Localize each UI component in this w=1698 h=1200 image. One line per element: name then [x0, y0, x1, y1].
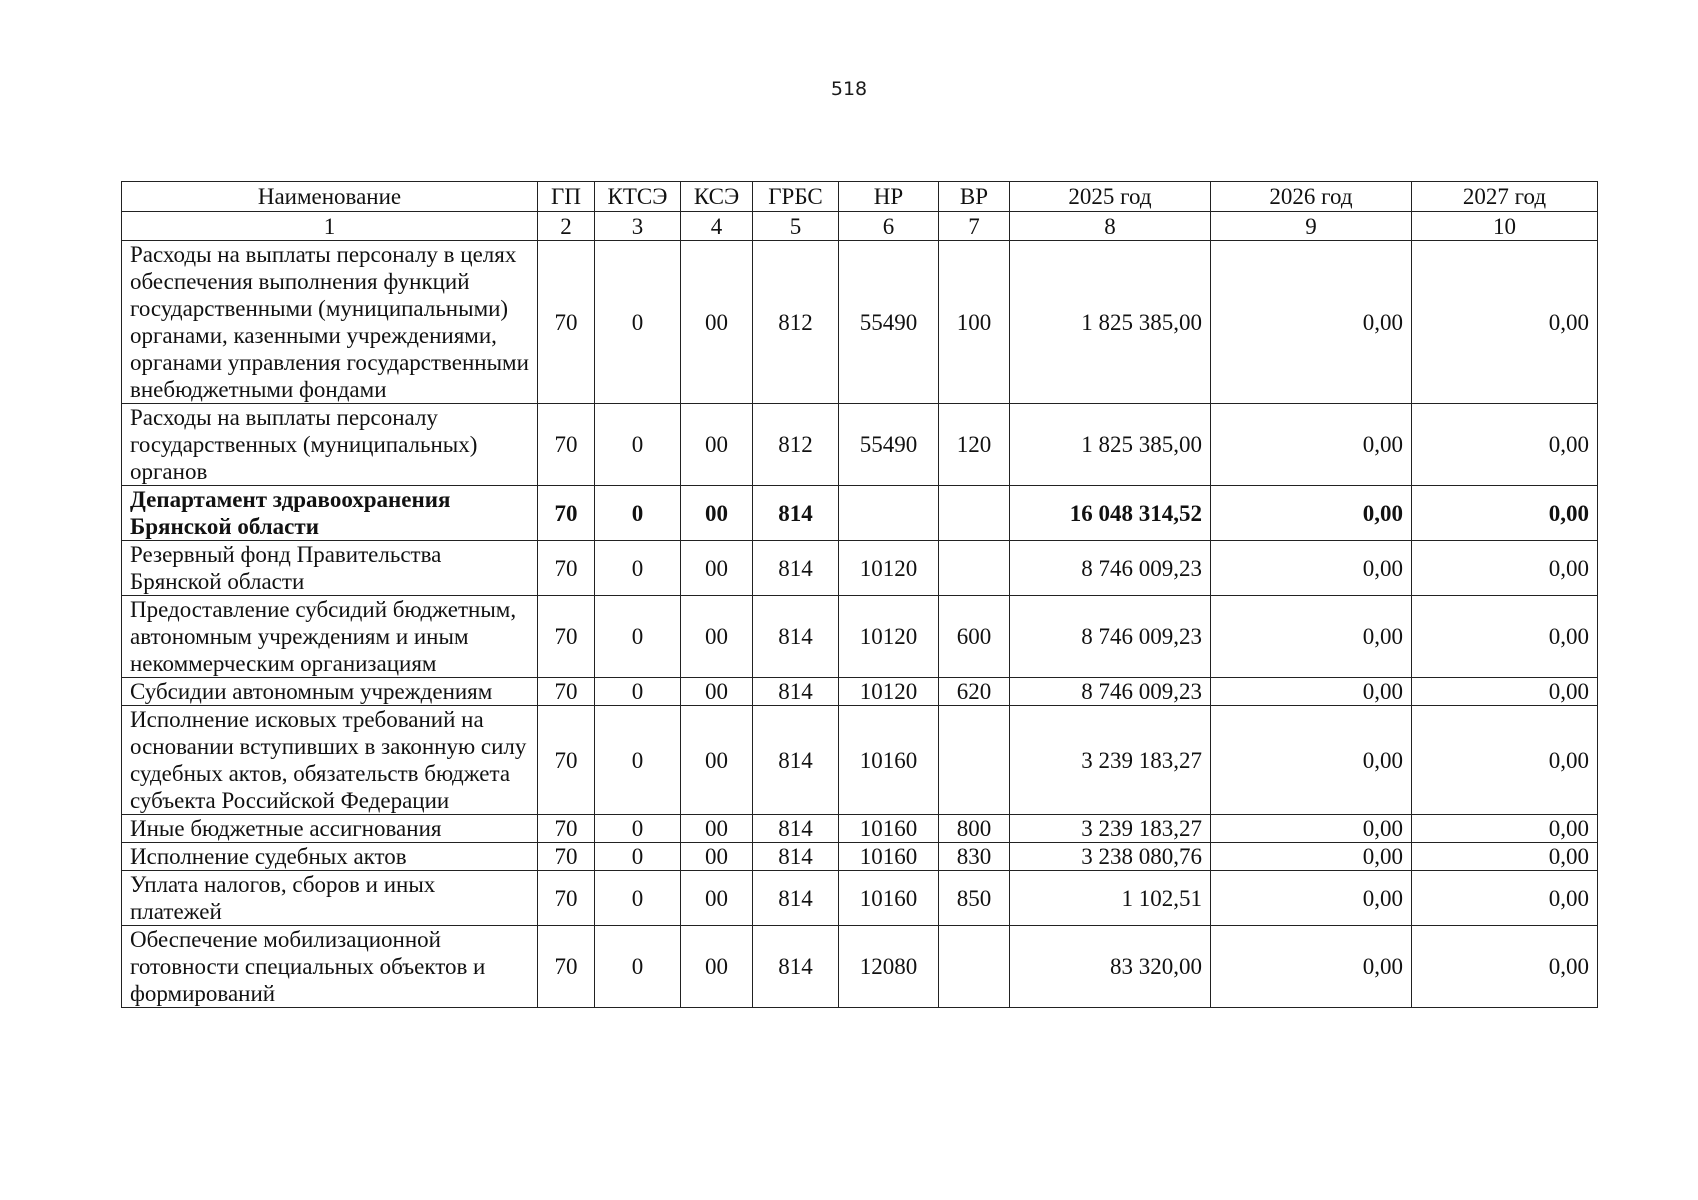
- table-row: [122, 926, 1598, 1008]
- cell-ktse: 0: [595, 678, 681, 706]
- cell-2027: 0,00: [1412, 871, 1598, 926]
- header-vr: ВР: [939, 182, 1010, 212]
- cell-ktse: 0: [595, 241, 681, 404]
- column-number: 3: [595, 212, 681, 241]
- table-row: [122, 596, 1598, 678]
- cell-gp: 70: [538, 486, 595, 541]
- cell-2025: 83 320,00: [1010, 926, 1211, 1008]
- cell-gp: 70: [538, 541, 595, 596]
- cell-gp: 70: [538, 241, 595, 404]
- cell-vr: [939, 926, 1010, 1008]
- cell-2027: 0,00: [1412, 404, 1598, 486]
- cell-2025: 1 102,51: [1010, 871, 1211, 926]
- cell-2026: 0,00: [1211, 843, 1412, 871]
- cell-nr: 10160: [839, 871, 939, 926]
- column-number: 4: [681, 212, 753, 241]
- cell-2026: 0,00: [1211, 241, 1412, 404]
- cell-gp: 70: [538, 926, 595, 1008]
- cell-ktse: 0: [595, 541, 681, 596]
- cell-nr: 10120: [839, 678, 939, 706]
- cell-ktse: 0: [595, 596, 681, 678]
- column-number-row: [122, 212, 1598, 241]
- cell-grbs: 814: [753, 871, 839, 926]
- table-row: [122, 815, 1598, 843]
- header-2027: 2027 год: [1412, 182, 1598, 212]
- header-2026: 2026 год: [1211, 182, 1412, 212]
- table-header-row: [122, 182, 1598, 212]
- cell-nr: 10160: [839, 843, 939, 871]
- cell-2026: 0,00: [1211, 678, 1412, 706]
- cell-2027: 0,00: [1412, 843, 1598, 871]
- cell-2027: 0,00: [1412, 815, 1598, 843]
- cell-name: Резервный фонд Правительства Брянской области: [122, 541, 538, 596]
- cell-vr: 620: [939, 678, 1010, 706]
- column-number: 10: [1412, 212, 1598, 241]
- cell-2027: 0,00: [1412, 706, 1598, 815]
- table-row: [122, 871, 1598, 926]
- cell-grbs: 814: [753, 486, 839, 541]
- cell-kse: 00: [681, 596, 753, 678]
- cell-2025: 16 048 314,52: [1010, 486, 1211, 541]
- cell-2026: 0,00: [1211, 486, 1412, 541]
- cell-vr: [939, 541, 1010, 596]
- cell-2025: 3 238 080,76: [1010, 843, 1211, 871]
- cell-2027: 0,00: [1412, 541, 1598, 596]
- cell-nr: 10160: [839, 706, 939, 815]
- header-kse: КСЭ: [681, 182, 753, 212]
- cell-grbs: 814: [753, 815, 839, 843]
- cell-2025: 3 239 183,27: [1010, 815, 1211, 843]
- cell-2027: 0,00: [1412, 596, 1598, 678]
- cell-nr: 10160: [839, 815, 939, 843]
- table-row: [122, 843, 1598, 871]
- cell-2026: 0,00: [1211, 706, 1412, 815]
- cell-2026: 0,00: [1211, 926, 1412, 1008]
- cell-vr: [939, 486, 1010, 541]
- cell-name: Уплата налогов, сборов и иных платежей: [122, 871, 538, 926]
- cell-kse: 00: [681, 678, 753, 706]
- cell-vr: 120: [939, 404, 1010, 486]
- cell-2027: 0,00: [1412, 486, 1598, 541]
- cell-vr: 100: [939, 241, 1010, 404]
- column-number: 5: [753, 212, 839, 241]
- cell-kse: 00: [681, 815, 753, 843]
- cell-nr: 10120: [839, 541, 939, 596]
- cell-ktse: 0: [595, 404, 681, 486]
- cell-2027: 0,00: [1412, 241, 1598, 404]
- table-row: [122, 404, 1598, 486]
- cell-name: Расходы на выплаты персоналу государственных (муниципальных) органов: [122, 404, 538, 486]
- cell-kse: 00: [681, 871, 753, 926]
- cell-kse: 00: [681, 404, 753, 486]
- cell-ktse: 0: [595, 486, 681, 541]
- header-nr: НР: [839, 182, 939, 212]
- cell-ktse: 0: [595, 871, 681, 926]
- column-number: 6: [839, 212, 939, 241]
- column-number: 7: [939, 212, 1010, 241]
- cell-2027: 0,00: [1412, 678, 1598, 706]
- cell-kse: 00: [681, 241, 753, 404]
- cell-2025: 8 746 009,23: [1010, 541, 1211, 596]
- cell-name: Расходы на выплаты персоналу в целях обеспечения выполнения функций государственными (муниципальными) органами, казенными учреждениями, органами управления государственными внебюджетными фондами: [122, 241, 538, 404]
- cell-grbs: 814: [753, 541, 839, 596]
- cell-gp: 70: [538, 815, 595, 843]
- cell-2026: 0,00: [1211, 871, 1412, 926]
- header-name: Наименование: [122, 182, 538, 212]
- cell-grbs: 812: [753, 404, 839, 486]
- cell-2026: 0,00: [1211, 541, 1412, 596]
- column-number: 9: [1211, 212, 1412, 241]
- cell-vr: 800: [939, 815, 1010, 843]
- cell-name: Иные бюджетные ассигнования: [122, 815, 538, 843]
- cell-kse: 00: [681, 926, 753, 1008]
- cell-gp: 70: [538, 596, 595, 678]
- cell-ktse: 0: [595, 843, 681, 871]
- cell-ktse: 0: [595, 926, 681, 1008]
- cell-grbs: 814: [753, 678, 839, 706]
- table-row: [122, 706, 1598, 815]
- cell-name: Обеспечение мобилизационной готовности специальных объектов и формирований: [122, 926, 538, 1008]
- cell-2025: 8 746 009,23: [1010, 596, 1211, 678]
- table-row: [122, 678, 1598, 706]
- cell-nr: 12080: [839, 926, 939, 1008]
- cell-vr: 830: [939, 843, 1010, 871]
- cell-vr: [939, 706, 1010, 815]
- cell-name: Исполнение судебных актов: [122, 843, 538, 871]
- cell-2025: 1 825 385,00: [1010, 404, 1211, 486]
- column-number: 1: [122, 212, 538, 241]
- header-gp: ГП: [538, 182, 595, 212]
- cell-nr: 10120: [839, 596, 939, 678]
- cell-2025: 3 239 183,27: [1010, 706, 1211, 815]
- cell-ktse: 0: [595, 706, 681, 815]
- table-row: [122, 486, 1598, 541]
- cell-grbs: 814: [753, 926, 839, 1008]
- cell-nr: 55490: [839, 241, 939, 404]
- cell-vr: 600: [939, 596, 1010, 678]
- cell-2027: 0,00: [1412, 926, 1598, 1008]
- cell-2026: 0,00: [1211, 404, 1412, 486]
- cell-nr: 55490: [839, 404, 939, 486]
- header-2025: 2025 год: [1010, 182, 1211, 212]
- table-row: [122, 541, 1598, 596]
- cell-2026: 0,00: [1211, 596, 1412, 678]
- budget-table: [121, 181, 1598, 1008]
- cell-kse: 00: [681, 541, 753, 596]
- cell-grbs: 814: [753, 843, 839, 871]
- header-grbs: ГРБС: [753, 182, 839, 212]
- table-row: [122, 241, 1598, 404]
- cell-grbs: 814: [753, 706, 839, 815]
- column-number: 8: [1010, 212, 1211, 241]
- cell-kse: 00: [681, 486, 753, 541]
- cell-name: Субсидии автономным учреждениям: [122, 678, 538, 706]
- cell-name: Департамент здравоохранения Брянской области: [122, 486, 538, 541]
- cell-nr: [839, 486, 939, 541]
- cell-name: Предоставление субсидий бюджетным, автономным учреждениям и иным некоммерческим организациям: [122, 596, 538, 678]
- cell-ktse: 0: [595, 815, 681, 843]
- cell-name: Исполнение исковых требований на основании вступивших в законную силу судебных актов, обязательств бюджета субъекта Российской Федерации: [122, 706, 538, 815]
- cell-grbs: 814: [753, 596, 839, 678]
- header-ktse: КТСЭ: [595, 182, 681, 212]
- cell-kse: 00: [681, 706, 753, 815]
- cell-vr: 850: [939, 871, 1010, 926]
- cell-grbs: 812: [753, 241, 839, 404]
- page-number: 518: [830, 78, 868, 100]
- table-body: [122, 212, 1598, 1008]
- cell-2025: 8 746 009,23: [1010, 678, 1211, 706]
- cell-gp: 70: [538, 871, 595, 926]
- cell-gp: 70: [538, 843, 595, 871]
- cell-2025: 1 825 385,00: [1010, 241, 1211, 404]
- cell-gp: 70: [538, 678, 595, 706]
- cell-gp: 70: [538, 706, 595, 815]
- cell-kse: 00: [681, 843, 753, 871]
- column-number: 2: [538, 212, 595, 241]
- cell-gp: 70: [538, 404, 595, 486]
- cell-2026: 0,00: [1211, 815, 1412, 843]
